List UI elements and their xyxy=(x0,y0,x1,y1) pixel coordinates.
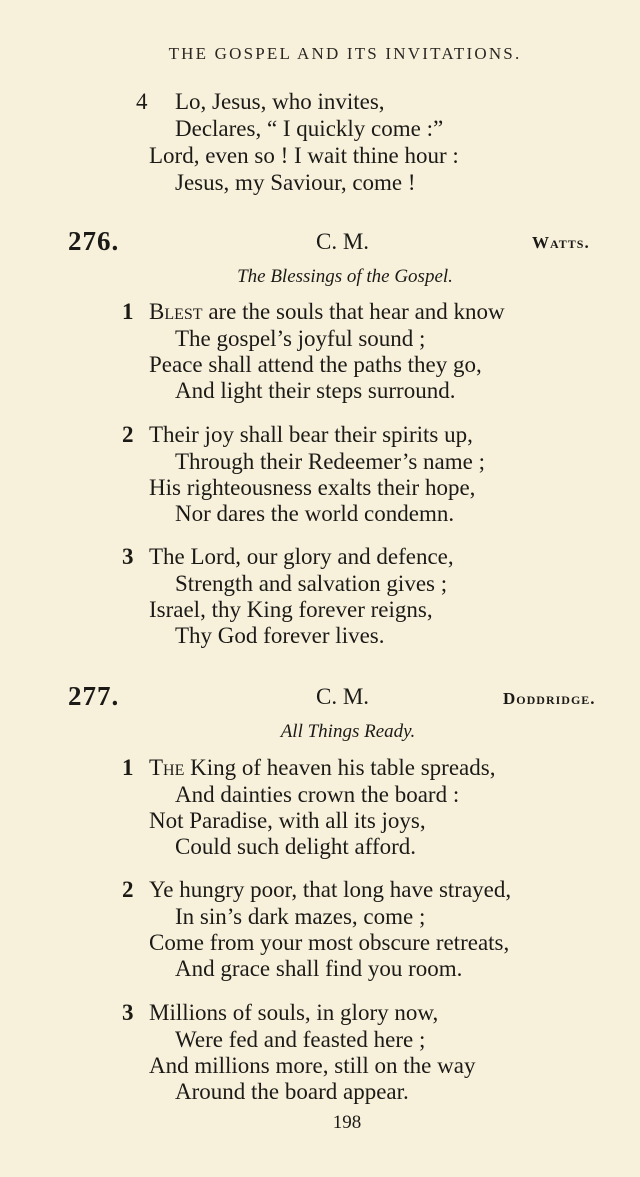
verse-line: The gospel’s joyful sound ; xyxy=(175,326,426,351)
hymn-title: All Things Ready. xyxy=(280,721,416,742)
running-header: THE GOSPEL AND ITS INVITATIONS. xyxy=(168,44,522,63)
verse-line xyxy=(149,299,505,325)
verse-number: 1 xyxy=(122,755,134,780)
verse-line: And grace shall find you room. xyxy=(175,956,463,981)
verse-line: Around the board appear. xyxy=(175,1079,409,1104)
page-number: 198 xyxy=(332,1112,362,1133)
verse-line: Israel, thy King forever reigns, xyxy=(149,597,433,622)
verse-line: Nor dares the world condemn. xyxy=(175,501,455,526)
verse-line: Jesus, my Saviour, come ! xyxy=(175,170,416,195)
verse-number: 2 xyxy=(122,877,134,902)
verse-number: 3 xyxy=(122,1000,134,1025)
hymn-meter: C. M. xyxy=(316,684,370,709)
verse-line: In sin’s dark mazes, come ; xyxy=(175,904,426,929)
hymn-title: The Blessings of the Gospel. xyxy=(237,266,453,287)
verse-line: Come from your most obscure retreats, xyxy=(149,930,510,955)
verse-line: Through their Redeemer’s name ; xyxy=(175,449,485,474)
verse-line: Their joy shall bear their spirits up, xyxy=(149,422,473,447)
verse-line: Thy God forever lives. xyxy=(175,623,385,648)
verse-line: His righteousness exalts their hope, xyxy=(149,475,476,500)
verse-line xyxy=(149,755,495,781)
hymn-number: 277. xyxy=(68,681,120,711)
hymn-number: 276. xyxy=(68,226,120,256)
verse-number: 1 xyxy=(122,299,134,324)
verse-line: Declares, “ I quickly come :” xyxy=(175,116,444,141)
verse-line: Strength and salvation gives ; xyxy=(175,571,448,596)
verse-number: 2 xyxy=(122,422,134,447)
verse-line-rest: King of heaven his table spreads, xyxy=(184,755,496,780)
drop-word: Blest xyxy=(149,299,203,324)
hymn-author: Doddridge. xyxy=(503,689,596,708)
verse-line: The Lord, our glory and defence, xyxy=(149,544,454,569)
drop-word: The xyxy=(149,755,185,780)
verse-number: 3 xyxy=(122,544,134,569)
verse-line: Could such delight afford. xyxy=(175,834,417,859)
verse-line: Not Paradise, with all its joys, xyxy=(149,808,426,833)
verse-line: Lo, Jesus, who invites, xyxy=(175,89,385,114)
verse-line-rest: are the souls that hear and know xyxy=(202,299,505,324)
hymn-author: Watts. xyxy=(532,233,590,252)
verse-number: 4 xyxy=(136,89,148,114)
verse-line: Peace shall attend the paths they go, xyxy=(149,352,482,377)
verse-line: And millions more, still on the way xyxy=(149,1053,476,1078)
hymn-meter: C. M. xyxy=(316,229,370,254)
verse-line: Lord, even so ! I wait thine hour : xyxy=(149,143,459,168)
verse-line: And dainties crown the board : xyxy=(175,782,460,807)
verse-line: Millions of souls, in glory now, xyxy=(149,1000,439,1025)
verse-line: And light their steps surround. xyxy=(175,378,456,403)
verse-line: Were fed and feasted here ; xyxy=(175,1027,426,1052)
verse-line: Ye hungry poor, that long have strayed, xyxy=(149,877,512,902)
